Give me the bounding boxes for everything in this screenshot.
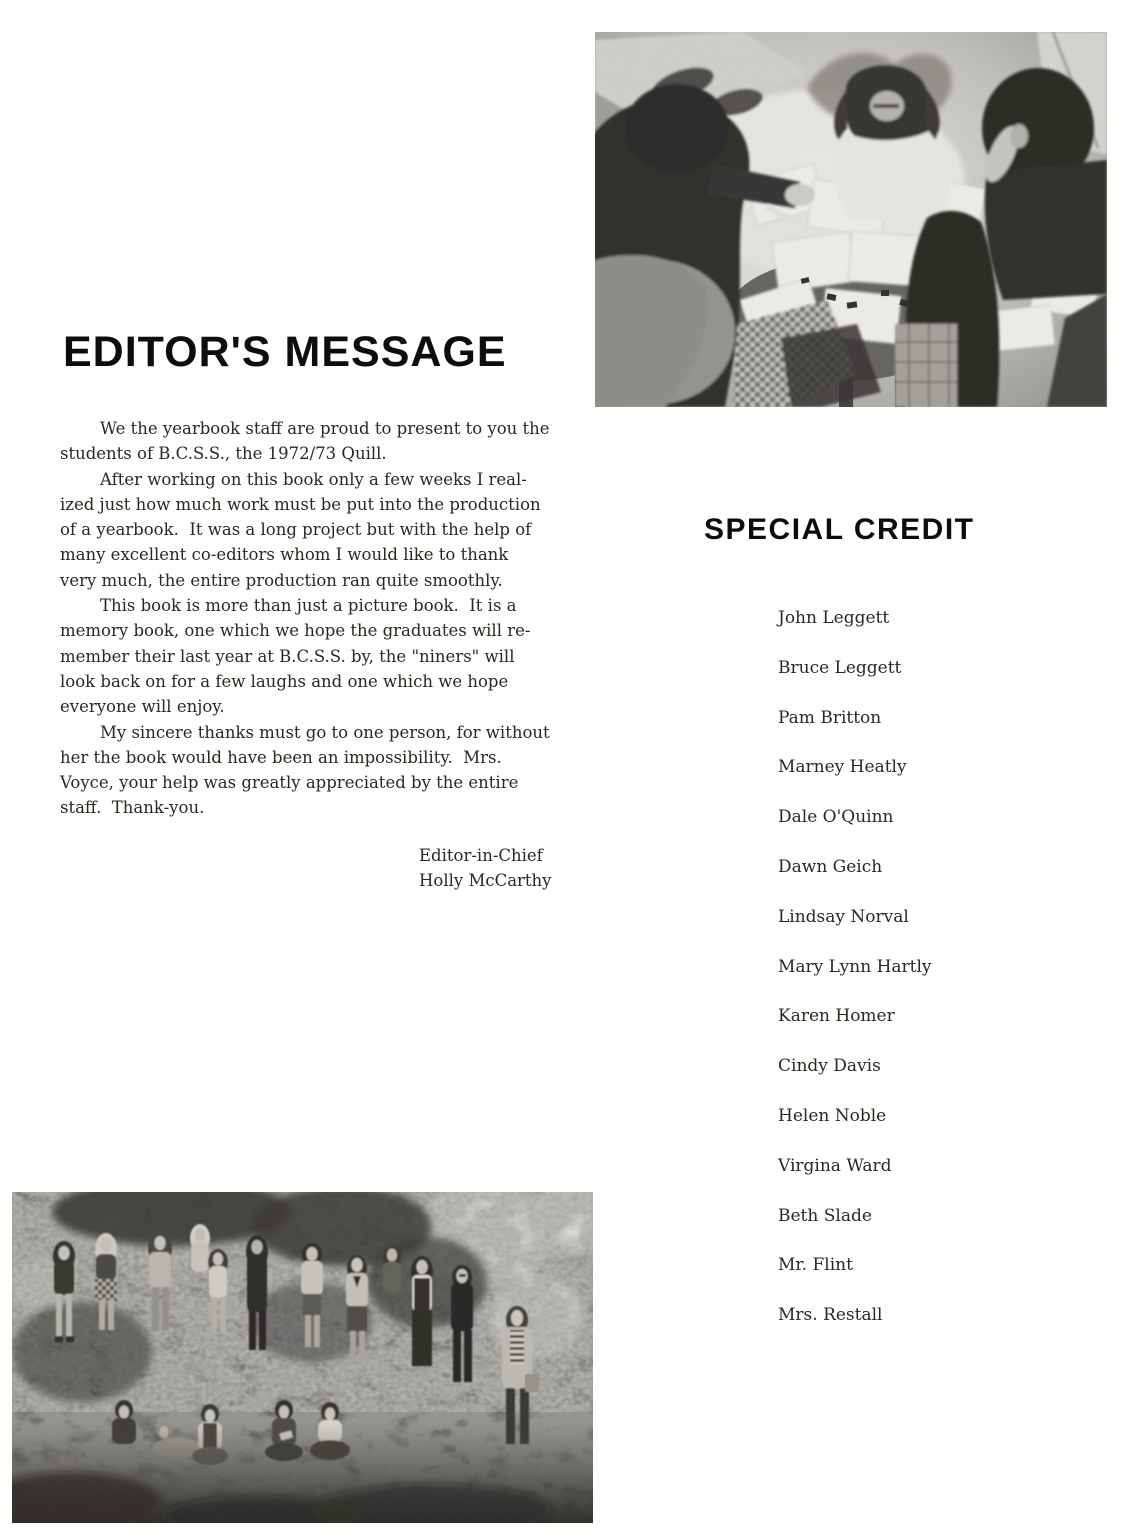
staff-table-photo-illustration <box>595 32 1107 407</box>
credit-name: Virgina Ward <box>778 1155 892 1176</box>
message-line: students of B.C.S.S., the 1972/73 Quill. <box>60 444 387 464</box>
message-line: look back on for a few laughs and one which we hope <box>60 671 509 691</box>
credit-name: Mrs. Restall <box>778 1305 883 1326</box>
editors-message-heading: EDITOR'S MESSAGE <box>63 328 507 376</box>
staff-table-photo <box>595 32 1107 407</box>
message-paragraph <box>60 593 570 719</box>
credit-name: Pam Britton <box>778 707 882 728</box>
signature-name: Holly McCarthy <box>419 871 552 891</box>
credit-name: Lindsay Norval <box>778 906 909 927</box>
credit-name: Cindy Davis <box>778 1056 881 1077</box>
group-outdoors-photo-illustration <box>12 1192 593 1523</box>
message-line: many excellent co-editors whom I would like to thank <box>60 545 509 565</box>
message-line: everyone will enjoy. <box>60 697 225 717</box>
credit-name: Mr. Flint <box>778 1255 853 1276</box>
message-paragraph <box>60 720 570 821</box>
message-paragraph <box>60 467 570 593</box>
credit-name: Bruce Leggett <box>778 657 902 678</box>
credit-name: Dawn Geich <box>778 856 883 877</box>
credit-name: Marney Heatly <box>778 757 907 778</box>
credit-name: Mary Lynn Hartly <box>778 956 932 977</box>
message-line: very much, the entire production ran quite smoothly. <box>60 570 503 590</box>
message-line: of a yearbook. It was a long project but with the help of <box>60 520 532 540</box>
message-line: member their last year at B.C.S.S. by, the "niners" will <box>60 646 515 666</box>
message-paragraph <box>60 416 570 467</box>
editors-message-body <box>60 416 570 821</box>
message-line: After working on this book only a few weeks I real- <box>100 469 527 489</box>
message-line: her the book would have been an impossibility. Mrs. <box>60 747 502 767</box>
special-credit-heading: SPECIAL CREDIT <box>704 513 975 546</box>
message-line: This book is more than just a picture book. It is a <box>100 596 517 616</box>
message-line: Voyce, your help was greatly appreciated by the entire <box>60 773 519 793</box>
message-line: My sincere thanks must go to one person, for without <box>100 722 550 742</box>
credit-name: Beth Slade <box>778 1205 872 1226</box>
signature-block <box>419 843 552 894</box>
signature-role: Editor-in-Chief <box>419 846 543 865</box>
message-line: staff. Thank-you. <box>60 798 205 818</box>
credit-name: Dale O'Quinn <box>778 807 894 828</box>
credit-name: Karen Homer <box>778 1006 895 1027</box>
group-outdoors-photo <box>12 1192 593 1523</box>
message-line: We the yearbook staff are proud to present to you the <box>100 419 550 438</box>
credit-name: John Leggett <box>778 608 890 628</box>
message-line: memory book, one which we hope the graduates will re- <box>60 621 531 641</box>
credit-name: Helen Noble <box>778 1105 887 1126</box>
special-credit-list <box>778 607 932 1354</box>
message-line: ized just how much work must be put into the production <box>60 494 541 514</box>
